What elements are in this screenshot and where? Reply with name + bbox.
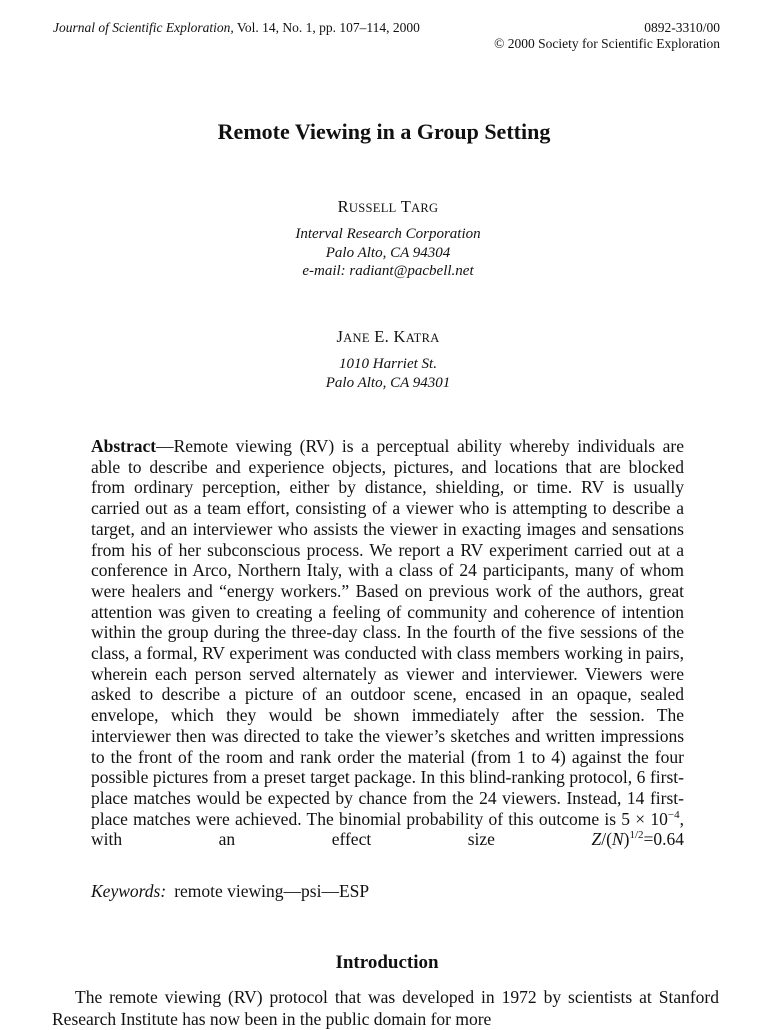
section-heading-introduction: Introduction xyxy=(335,952,439,973)
author-2-city: Palo Alto, CA 94301 xyxy=(325,374,451,391)
volume-pages: Vol. 14, No. 1, pp. 107–114, 2000 xyxy=(233,20,420,35)
copyright: © 2000 Society for Scientific Exploration xyxy=(494,36,720,51)
abstract: Abstract—Remote viewing (RV) is a perceptual ability whereby individuals are able to describe and experience objects, pictures, and locations that are blocked from ordinary perception, either by distance, shielding, or time. RV is usually carried out as a team effort, consisting of a viewer who is attempting to describe a target, and an interviewer who assists the viewer in exacting images and sensations from his of her subconscious process. We report a RV experiment carried out at a conference in Arco, Northern Italy, with a class of 24 participants, many of whom were healers and “energy workers.” Based on previous work of the authors, great attention was given to creating a feeling of community and coherence of intention within the group during the three-day class. In the fourth of the five sessions of the class, a formal, RV experiment was conducted with class members working in pairs, wherein each person served alternately as viewer and interviewer. Viewers were asked to describe a picture of an outdoor scene, encased in an opaque, sealed envelope, which they would be shown immediately after the session. The interviewer then was directed to take the viewer’s sketches and written impressions to the front of the room and rank order the material (from 1 to 4) against the four possible pictures from a preset target package. In this blind-ranking protocol, 6 first-place matches would be expected by chance from the 24 viewers. Instead, 14 first-place matches were achieved. The binomial probability of this outcome is $5 \times 10^{-4}$, with an effect size $Z/(N)^{1/2}=0.64$ xyxy=(91,436,684,850)
paper-title: Remote Viewing in a Group Setting xyxy=(217,119,551,144)
author-2 xyxy=(0,327,768,392)
author-2-street: 1010 Harriet St. xyxy=(339,356,437,372)
keywords-label: Keywords: xyxy=(91,881,167,901)
author-1-name: RUSSELL TARG xyxy=(337,197,439,216)
introduction-paragraph: The remote viewing (RV) protocol that was developed in 1972 by scientists at Stanford Research Institute has now been in the public domain for more xyxy=(52,987,719,1029)
abstract-body: —Remote viewing (RV) is a perceptual ability whereby individuals are able to describe and experience objects, pictures, and locations that are blocked from ordinary perception, either by distance, shielding, or time. RV is usually carried out as a team effort, consisting of a viewer who is attempting to describe a target, and an interviewer who assists the viewer in exacting images and sensations from his of her subconscious process. We report a RV experiment carried out at a conference in Arco, Northern Italy, with a class of 24 participants, many of whom were healers and “energy workers.” Based on previous work of the authors, great attention was given to creating a feeling of community and coherence of intention within the group during the three-day class. In the fourth of the five sessions of the class, a formal, RV experiment was conducted with class members working in pairs, wherein each person served alternately as viewer and interviewer. Viewers were asked to describe a picture of an outdoor scene, encased in an opaque, sealed envelope, which they would be shown immediately after the session. The interviewer then was directed to take the viewer’s sketches and written impressions to the front of the room and rank order the material (from 1 to 4) against the four possible pictures from a preset target package. In this blind-ranking protocol, 6 first-place matches would be expected by chance from the 24 viewers. Instead, 14 first-place matches were achieved. The binomial probability of this outcome is 5 × 10 xyxy=(91,436,684,829)
running-header-citation xyxy=(53,20,420,36)
author-1-affiliation: Interval Research Corporation xyxy=(295,226,481,242)
author-1 xyxy=(0,197,768,281)
keywords-text: remote viewing—psi—ESP xyxy=(174,881,370,901)
author-2-name: JANE E. KATRA xyxy=(336,327,440,346)
keywords xyxy=(91,881,369,902)
running-header-right xyxy=(494,20,720,52)
issn: 0892-3310/00 xyxy=(644,20,720,35)
author-1-address: Palo Alto, CA 94304 xyxy=(325,244,451,261)
abstract-label: Abstract xyxy=(91,436,157,456)
journal-name: Journal of Scientific Exploration, xyxy=(53,20,234,35)
author-1-email: e-mail: radiant@pacbell.net xyxy=(302,263,474,279)
